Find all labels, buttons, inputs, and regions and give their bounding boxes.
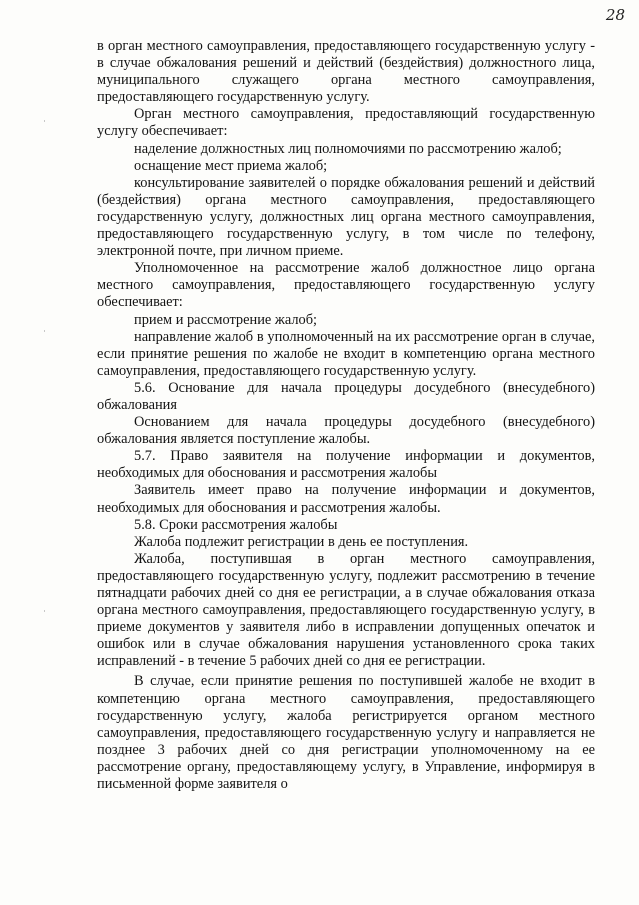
section-heading: 5.8. Сроки рассмотрения жалобы	[134, 516, 338, 533]
paragraph: Основанием для начала процедуры досудебного (внесудебного) обжалования является поступление жалобы.	[97, 414, 595, 448]
paragraph: Заявитель имеет право на получение информации и документов, необходимых для обоснования и рассмотрения жалобы.	[97, 482, 595, 516]
paragraph: Жалоба, поступившая в орган местного самоуправления, предоставляющего государственную услугу, подлежит рассмотрению в течение пятнадцати рабочих дней со дня ее регистрации, а в случае обжалования отказа органа местного самоуправления, предоставляющего государственную услугу, в приеме документов у заявителя либо в исправлении допущенных опечаток и ошибок или в случае обжалования нарушения установленного срока таких исправлений - в течение 5 рабочих дней со дня ее регистрации.	[97, 550, 595, 670]
document-body	[97, 38, 595, 793]
paragraph: наделение должностных лиц полномочиями по рассмотрению жалоб;	[134, 140, 562, 157]
paragraph: Орган местного самоуправления, предоставляющий государственную услугу обеспечивает:	[97, 106, 595, 140]
paragraph: направление жалоб в уполномоченный на их рассмотрение орган в случае, если принятие решения по жалобе не входит в компетенцию органа местного самоуправления, предоставляющего государственную услугу.	[97, 328, 595, 379]
paragraph: консультирование заявителей о порядке обжалования решений и действий (бездействия) органа местного самоуправления, предоставляющего государственную услугу, должностных лиц органа местного самоуправления, предоставляющего государственную услугу, в том числе по телефону, электронной почте, при личном приеме.	[97, 174, 595, 260]
paragraph: прием и рассмотрение жалоб;	[134, 311, 318, 328]
section-heading: 5.7. Право заявителя на получение информации и документов, необходимых для обоснования и рассмотрения жалобы	[97, 448, 595, 482]
paragraph: Уполномоченное на рассмотрение жалоб должностное лицо органа местного самоуправления, предоставляющего государственную услугу обеспечивает:	[97, 260, 595, 311]
paragraph: оснащение мест приема жалоб;	[134, 157, 328, 174]
scan-mark	[44, 610, 45, 612]
page-number: 28	[605, 6, 625, 24]
paragraph: В случае, если принятие решения по поступившей жалобе не входит в компетенцию органа местного самоуправления, предоставляющего государственную услугу, жалоба регистрируется органом местного самоуправления, предоставляющего государственную услугу и направляется не позднее 3 рабочих дней со дня регистрации уполномоченному на ее рассмотрение органу, предоставляющему услугу, в Управление, информируя в письменной форме заявителя о	[97, 673, 595, 793]
paragraph: в орган местного самоуправления, предоставляющего государственную услугу - в случае обжалования решений и действий (бездействия) должностного лица, муниципального служащего органа местного самоуправления, предоставляющего государственную услугу.	[97, 38, 595, 106]
section-heading: 5.6. Основание для начала процедуры досудебного (внесудебного) обжалования	[97, 379, 595, 413]
paragraph: Жалоба подлежит регистрации в день ее поступления.	[134, 533, 469, 550]
scan-mark	[44, 120, 45, 122]
scan-mark	[44, 330, 45, 332]
